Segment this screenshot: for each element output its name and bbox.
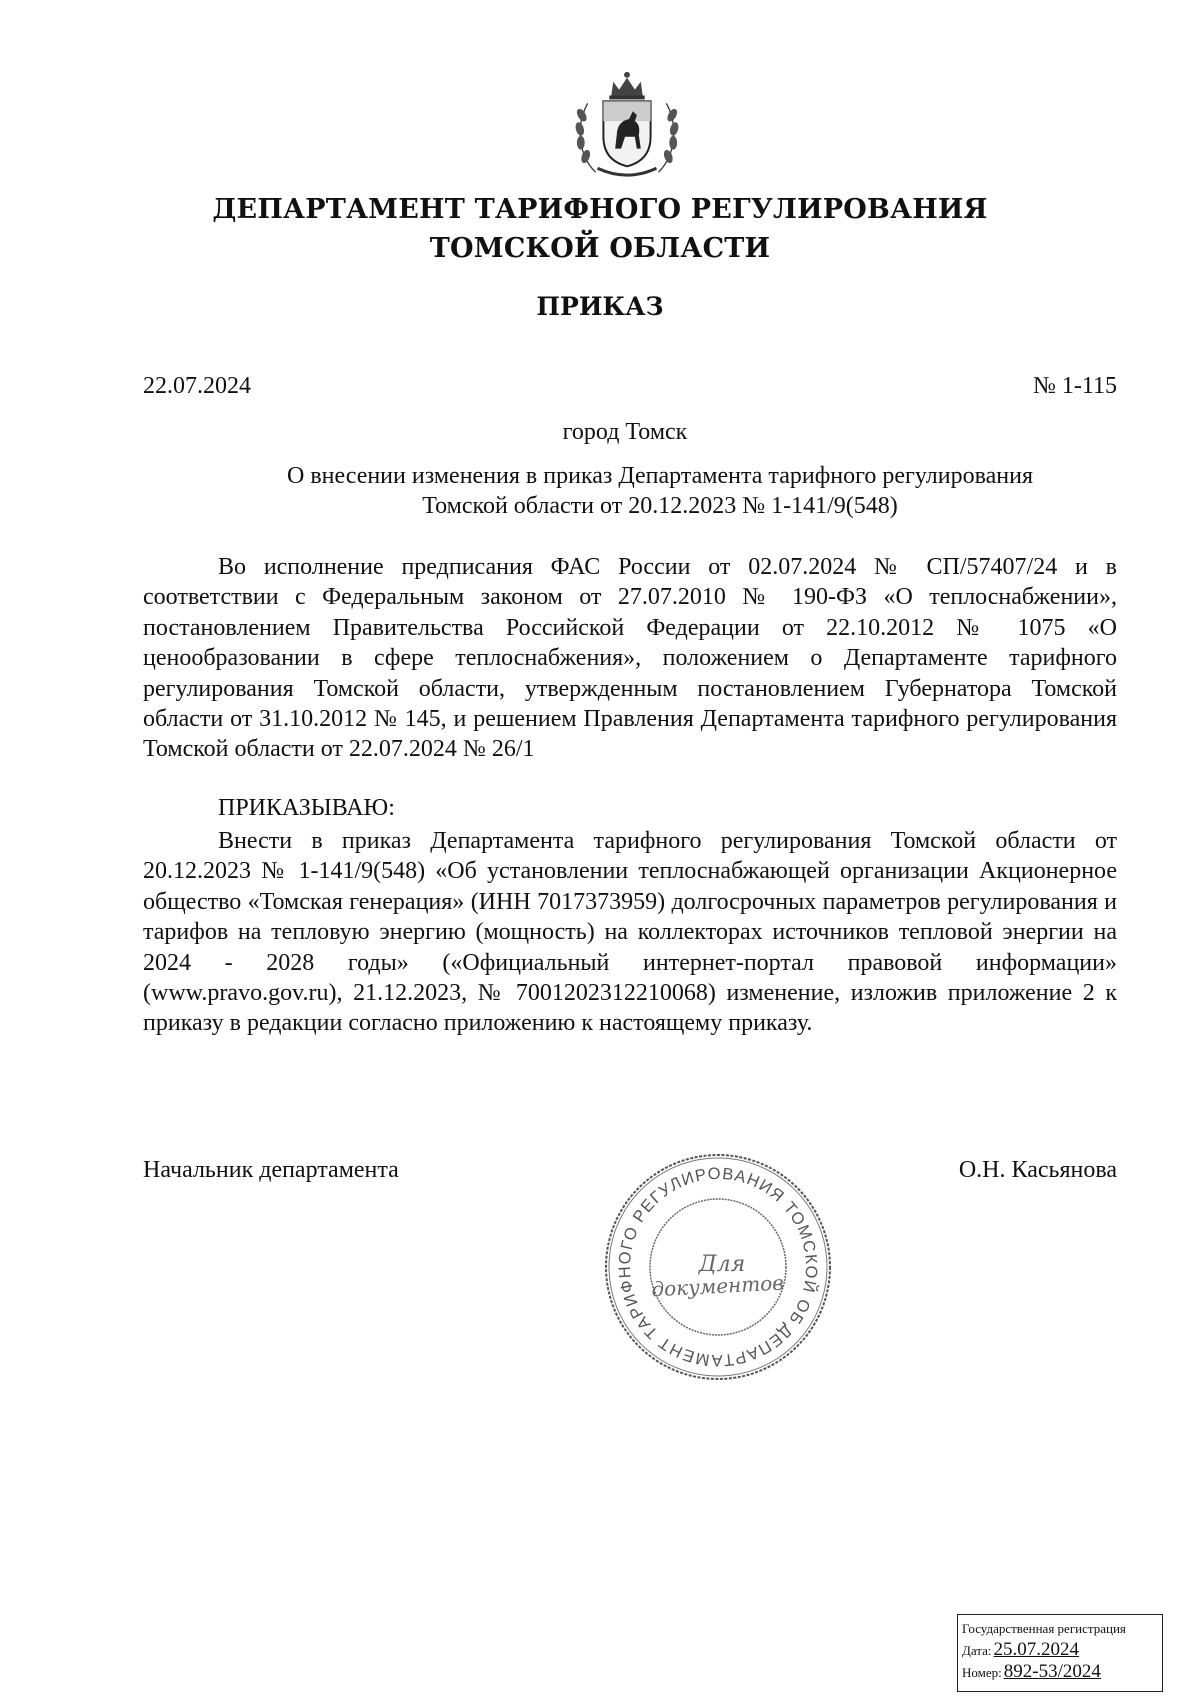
registration-number-value: 892-53/2024 — [1003, 1661, 1101, 1682]
order-paragraph: Внести в приказ Департамента тарифного регулирования Томской области от 20.12.2023 № 1-141/9(548) «Об установлении теплоснабжающей организации Акционерное общество «Томская генерация» (ИНН 7017373959) долгосрочных параметров регулирования и тарифов на тепловую энергию (мощность) на коллекторах источников тепловой энергии на 2024 - 2028 годы» («Официальный интернет-портал правовой информации» (www.pravo.gov.ru), 21.12.2023, № 7001202312210068) изменение, изложив приложение 2 к приказу в редакции согласно приложению к настоящему приказу. — [143, 828, 1117, 1037]
state-registration-box — [957, 1614, 1163, 1692]
registration-date-value: 25.07.2024 — [993, 1639, 1080, 1660]
document-number: № 1-115 — [1033, 373, 1117, 399]
seal-ring-text: ДЕПАРТАМЕНТ ТАРИФНОГО РЕГУЛИРОВАНИЯ ТОМСКОЙ ОБЛАСТИ — [615, 1164, 821, 1370]
document-city: город Томск — [562, 419, 688, 445]
preamble-paragraph: Во исполнение предписания ФАС России от 02.07.2024 № СП/57407/24 и в соответствии с Федеральным законом от 27.07.2010 № 190-ФЗ «О теплоснабжении», постановлением Правительства Российской Федерации от 22.10.2012 № 1075 «О ценообразовании в сфере теплоснабжения», положением о Департаменте тарифного регулирования Томской области, утвержденным постановлением Губернатора Томской области от 31.10.2012 № 145, и решением Правления Департамента тарифного регулирования Томской области от 22.07.2024 № 26/1 — [143, 554, 1117, 763]
seal-center-line2: документов — [650, 1270, 785, 1302]
coat-of-arms-icon — [568, 66, 686, 184]
registration-date-label: Дата: — [962, 1643, 992, 1658]
registration-number-label: Номер: — [962, 1665, 1002, 1680]
subject-line2: Томской области от 20.12.2023 № 1-141/9(548) — [422, 493, 898, 519]
department-name-line1: ДЕПАРТАМЕНТ ТАРИФНОГО РЕГУЛИРОВАНИЯ — [212, 194, 988, 225]
registration-date-row — [962, 1639, 1158, 1661]
registration-title: Государственная регистрация — [962, 1621, 1126, 1636]
official-seal-stamp — [598, 1147, 838, 1387]
subject-line1: О внесении изменения в приказ Департамента тарифного регулирования — [286, 463, 1033, 489]
department-header — [100, 190, 1100, 268]
department-name-line2: ТОМСКОЙ ОБЛАСТИ — [429, 233, 771, 264]
document-type: ПРИКАЗ — [536, 292, 664, 321]
document-date: 22.07.2024 — [143, 373, 251, 399]
signatory-title: Начальник департамента — [143, 1157, 399, 1183]
signatory-name: О.Н. Касьянова — [958, 1157, 1117, 1183]
order-heading: ПРИКАЗЫВАЮ: — [218, 795, 395, 821]
document-subject — [200, 461, 1120, 521]
registration-number-row — [962, 1661, 1158, 1683]
seal-center-line1: Для — [698, 1252, 746, 1277]
